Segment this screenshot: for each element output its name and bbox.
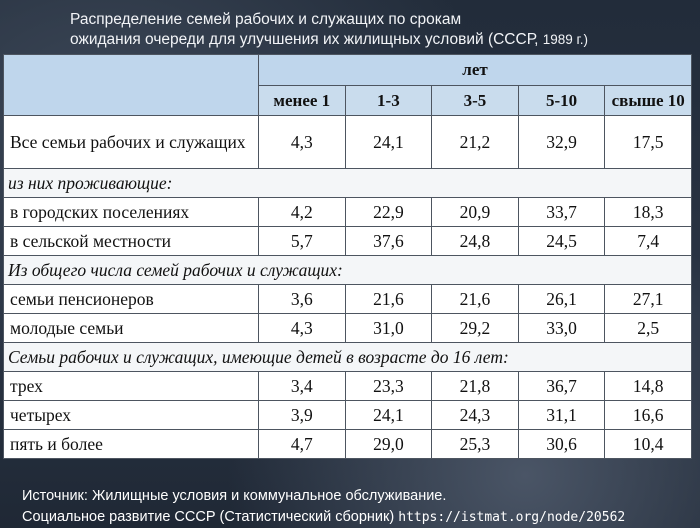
section-row [4,343,692,372]
chart-title-line2-text: ожидания очереди для улучшения их жилищных условий (СССР, [70,31,539,48]
table-row [4,285,692,314]
chart-title [70,10,690,50]
data-table [3,54,692,459]
data-table-container [3,54,691,459]
table-body [4,116,692,459]
source-line2 [22,507,697,528]
source-note [22,486,697,528]
section-label: Семьи рабочих и служащих, имеющие детей в возрасте до 16 лет: [4,343,692,372]
table-cell-value: 4,3 [259,116,346,169]
table-cell-value: 4,7 [259,430,346,459]
table-cell-value: 14,8 [605,372,692,401]
table-cell-value: 36,7 [518,372,605,401]
table-cell-value: 29,2 [432,314,519,343]
column-header: 3-5 [432,86,519,116]
table-row [4,198,692,227]
column-header: свыше 10 [605,86,692,116]
table-cell-value: 32,9 [518,116,605,169]
group-header-years: лет [259,55,692,86]
table-cell-value: 3,6 [259,285,346,314]
table-cell-value: 33,0 [518,314,605,343]
table-cell-value: 27,1 [605,285,692,314]
column-header: 1-3 [345,86,432,116]
table-cell-value: 21,2 [432,116,519,169]
table-row [4,401,692,430]
table-cell-value: 3,4 [259,372,346,401]
row-label: в сельской местности [4,227,259,256]
table-cell-value: 29,0 [345,430,432,459]
section-label: Из общего числа семей рабочих и служащих: [4,256,692,285]
section-row [4,169,692,198]
table-row [4,430,692,459]
table-cell-value: 24,3 [432,401,519,430]
row-label: молодые семьи [4,314,259,343]
source-line2-text: Социальное развитие СССР (Статистический сборник) [22,509,395,525]
table-cell-value: 24,8 [432,227,519,256]
column-header: менее 1 [259,86,346,116]
table-row [4,314,692,343]
table-cell-value: 24,5 [518,227,605,256]
table-cell-value: 23,3 [345,372,432,401]
row-label: пять и более [4,430,259,459]
table-cell-value: 3,9 [259,401,346,430]
chart-title-year: 1989 г.) [542,32,589,47]
table-cell-value: 21,6 [432,285,519,314]
section-row [4,256,692,285]
table-cell-value: 31,0 [345,314,432,343]
table-cell-value: 37,6 [345,227,432,256]
row-label: трех [4,372,259,401]
table-cell-value: 5,7 [259,227,346,256]
table-cell-value: 10,4 [605,430,692,459]
source-url[interactable]: https://istmat.org/node/20562 [398,510,626,525]
table-cell-value: 24,1 [345,116,432,169]
column-header: 5-10 [518,86,605,116]
table-corner-cell [4,55,259,116]
table-cell-value: 31,1 [518,401,605,430]
table-cell-value: 26,1 [518,285,605,314]
table-cell-value: 21,6 [345,285,432,314]
row-label: Все семьи рабочих и служащих [4,116,259,169]
section-label: из них проживающие: [4,169,692,198]
table-cell-value: 22,9 [345,198,432,227]
table-cell-value: 4,2 [259,198,346,227]
table-row [4,372,692,401]
table-cell-value: 4,3 [259,314,346,343]
table-row [4,116,692,169]
row-label: четырех [4,401,259,430]
table-cell-value: 33,7 [518,198,605,227]
chart-title-line2 [70,30,690,50]
table-cell-value: 21,8 [432,372,519,401]
table-cell-value: 24,1 [345,401,432,430]
table-cell-value: 25,3 [432,430,519,459]
table-row [4,227,692,256]
table-cell-value: 20,9 [432,198,519,227]
row-label: в городских поселениях [4,198,259,227]
table-cell-value: 18,3 [605,198,692,227]
table-cell-value: 17,5 [605,116,692,169]
chart-title-line1: Распределение семей рабочих и служащих по срокам [70,11,462,28]
table-cell-value: 16,6 [605,401,692,430]
row-label: семьи пенсионеров [4,285,259,314]
table-cell-value: 30,6 [518,430,605,459]
table-cell-value: 7,4 [605,227,692,256]
source-line1: Источник: Жилищные условия и коммунальное обслуживание. [22,488,447,504]
table-cell-value: 2,5 [605,314,692,343]
